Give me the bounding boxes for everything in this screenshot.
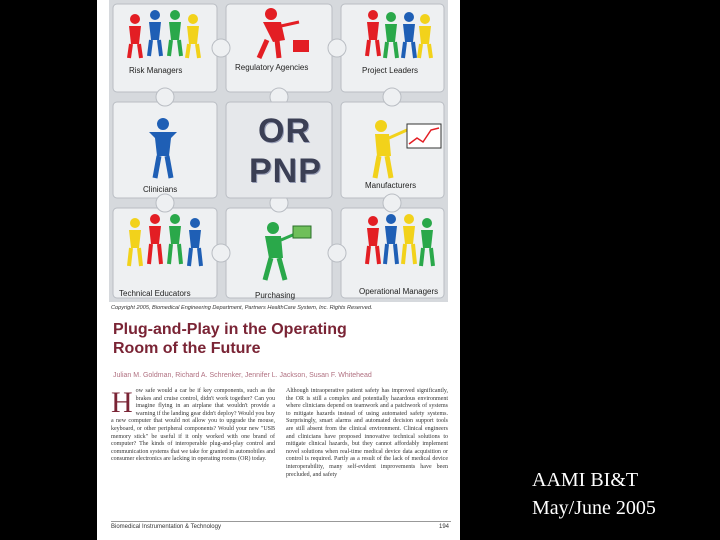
label-manufacturers: Manufacturers xyxy=(365,181,417,190)
puzzle-illustration xyxy=(109,0,448,302)
copyright-notice: Copyright 2005, Biomedical Engineering Department, Partners HealthCare System, Inc. Rights Reserved. xyxy=(111,305,373,311)
pnp-heading: PNP xyxy=(249,152,322,190)
article-title xyxy=(113,320,347,358)
label-operational-managers: Operational Managers xyxy=(359,287,439,296)
label-purchasing: Purchasing xyxy=(255,291,296,300)
puzzle-graphic xyxy=(109,0,448,302)
footer-journal: Biomedical Instrumentation & Technology xyxy=(111,524,221,530)
article-title-line1: Plug-and-Play in the Operating xyxy=(113,321,347,338)
caption-line-1: AAMI BI&T xyxy=(532,469,639,491)
column-1-text: ow safe would a car be if key components, such as the brakes and cruise control, didn't work together? Can you imagine flying in an airplane that wouldn't provide a warning if the landing gear didn't deploy? Would you buy a new computer that would not allow you to upgrade the mouse, keyboard, or other peripheral components? Would your new "USB memory stick" be useful if it only worked with one brand of computer? The kinds of interoperable plug-and-play control and communication systems that we take for granted in automobiles and consumer electronics are lacking in operating rooms (OR) today. xyxy=(111,388,275,463)
drop-cap: H xyxy=(111,386,133,419)
journal-page xyxy=(97,0,460,540)
label-regulatory-agencies: Regulatory Agencies xyxy=(235,63,309,72)
article-column-2: Although intraoperative patient safety has improved significantly, the OR is still a complex and potentially hazardous environment where clinicians depend on teamwork and a patchwork of systems to mitigate hazards instead of using automated safety systems. Surprisingly, smart alarms and automated decision support tools are still absent from the clinical environment. Clinical engineers and clinicians have proposed innovative technical solutions to mitigate clinical hazards, but they cannot affordably implement novel solutions when real-time medical device data acquisition or control is required. Partly as a result of the lack of medical device interoperability, many self-evident improvements have been precluded, and safety xyxy=(286,388,448,478)
page-footer xyxy=(111,524,451,530)
label-clinicians: Clinicians xyxy=(143,185,178,194)
caption-line-2: May/June 2005 xyxy=(532,497,656,519)
footer-rule xyxy=(111,521,451,522)
slide-caption xyxy=(532,466,656,522)
article-title-line2: Room of the Future xyxy=(113,340,261,357)
or-heading: OR xyxy=(258,112,311,150)
label-technical-educators: Technical Educators xyxy=(119,289,191,298)
article-authors: Julian M. Goldman, Richard A. Schrenker, Jennifer L. Jackson, Susan F. Whitehead xyxy=(113,372,372,379)
footer-page-number: 194 xyxy=(438,524,449,530)
label-project-leaders: Project Leaders xyxy=(362,66,419,75)
article-column-1 xyxy=(111,388,275,464)
label-risk-managers: Risk Managers xyxy=(129,66,183,75)
